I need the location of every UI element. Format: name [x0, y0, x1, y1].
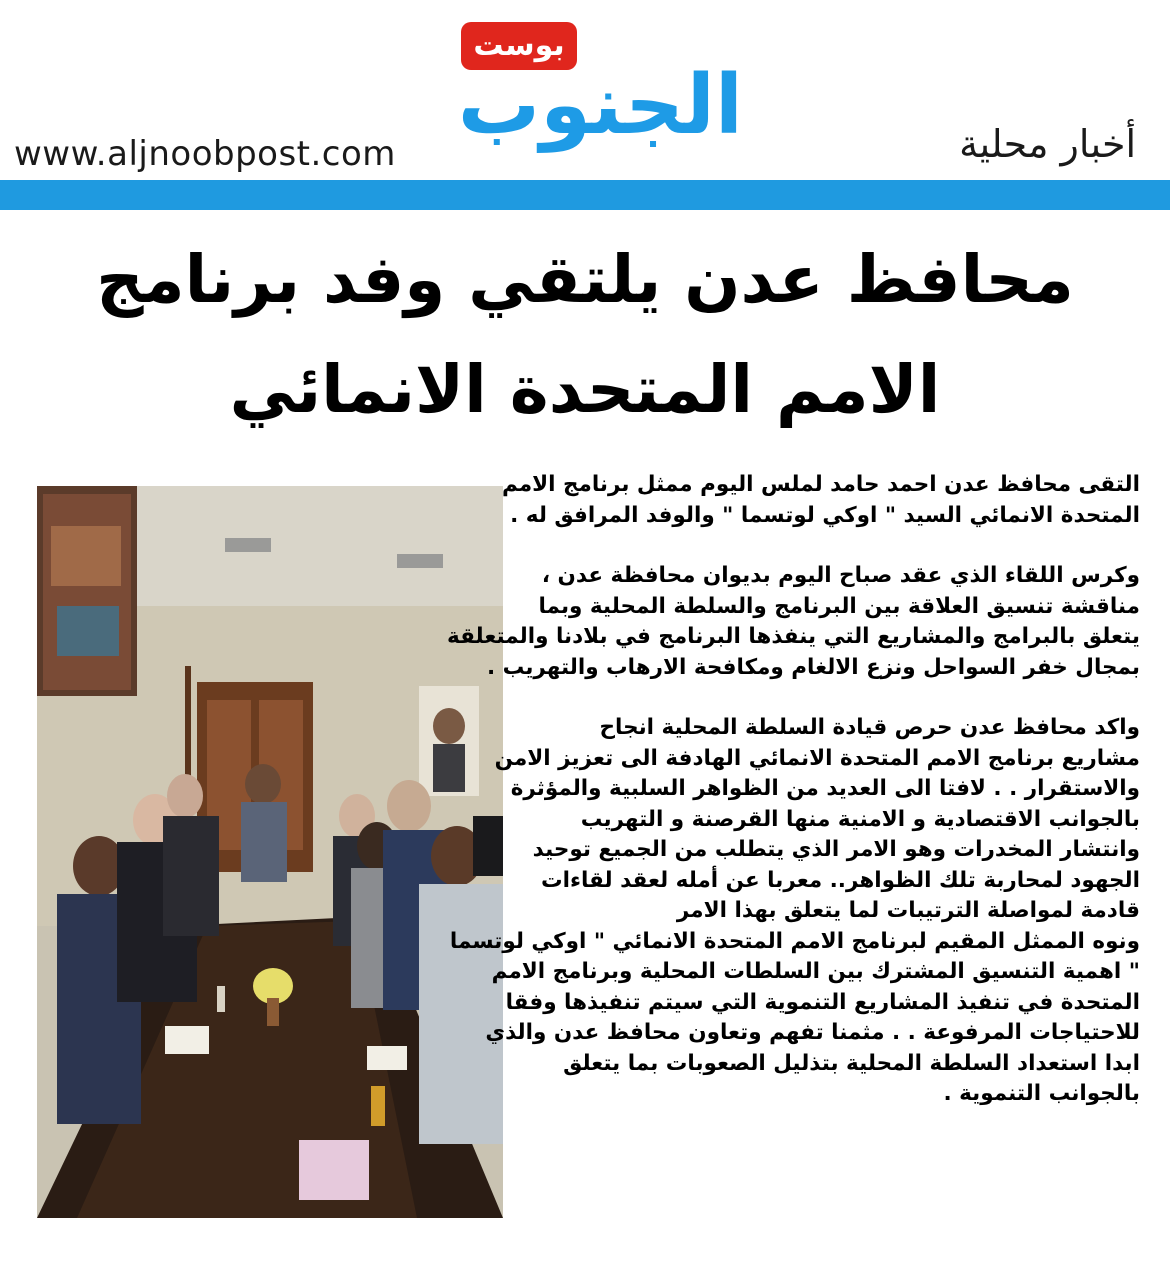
headline-line-1: محافظ عدن يلتقي وفد برنامج [96, 241, 1074, 318]
article-line: بالجوانب الاقتصادية و الامنية منها القرصنة و التهريب [580, 806, 1140, 832]
article-line: بمجال خفر السواحل ونزع الالغام ومكافحة الارهاب والتهريب . [486, 654, 1140, 680]
logo-wordmark: الجنوب [457, 58, 743, 153]
logo-badge: بوست [461, 22, 577, 70]
article-line: " اهمية التنسيق المشترك بين السلطات المحلية وبرنامج الامم [491, 959, 1140, 984]
site-logo[interactable] [455, 18, 745, 158]
article-line: بالجوانب التنموية . [943, 1081, 1140, 1106]
article-line: للاحتياجات المرفوعة . . مثمنا تفهم وتعاون محافظ عدن والذي [485, 1020, 1140, 1045]
article-body [447, 470, 1140, 1110]
headline-line-2: الامم المتحدة الانمائي [229, 351, 941, 428]
article-line: التقى محافظ عدن احمد حامد لملس اليوم ممثل برنامج الامم [502, 472, 1140, 497]
article-line: ونوه الممثل المقيم لبرنامج الامم المتحدة الانمائي " اوكي لوتسما [449, 928, 1140, 954]
article-line: وكرس اللقاء الذي عقد صباح اليوم بديوان محافظة عدن ، [541, 563, 1140, 588]
article-line: والاستقرار . . لافتا الى العديد من الظواهر السلبية والمؤثرة [510, 776, 1140, 801]
meeting-photo [37, 486, 503, 1218]
article-line: وانتشار المخدرات وهو الامر الذي يتطلب من الجميع توحيد [532, 837, 1140, 862]
article-paragraph-1 [502, 470, 1140, 531]
article-line: قادمة لمواصلة الترتيبات لما يتعلق بهذا الامر [676, 898, 1140, 923]
article-line: مشاريع برنامج الامم المتحدة الانمائي الهادفة الى تعزيز الامن [494, 745, 1140, 771]
article-headline [60, 225, 1110, 445]
article-line: ابدا استعداد السلطة المحلية بتذليل الصعوبات بما يتعلق [563, 1050, 1140, 1076]
site-url[interactable]: www.aljnoobpost.com [14, 134, 396, 174]
article-line: المتحدة في تنفيذ المشاريع التنموية التي سيتم تنفيذها وفقا [505, 989, 1140, 1015]
article-paragraph-3 [449, 713, 1140, 1110]
article-paragraph-2 [447, 561, 1140, 683]
article-line: يتعلق بالبرامج والمشاريع التي ينفذها البرنامج في بلادنا والمتعلقة [447, 624, 1140, 649]
header-divider-bar [0, 180, 1170, 210]
article-line: الجهود لمحاربة تلك الظواهر.. معربا عن أمله لعقد لقاءات [541, 867, 1140, 893]
article-line: واكد محافظ عدن حرص قيادة السلطة المحلية انجاح [599, 715, 1140, 740]
article-line: مناقشة تنسيق العلاقة بين البرنامج والسلطة المحلية وبما [538, 593, 1140, 619]
article-line: المتحدة الانمائي السيد " اوكي لوتسما " والوفد المرافق له . [510, 502, 1140, 528]
section-label: أخبار محلية [959, 122, 1136, 166]
page-header [0, 0, 1170, 210]
